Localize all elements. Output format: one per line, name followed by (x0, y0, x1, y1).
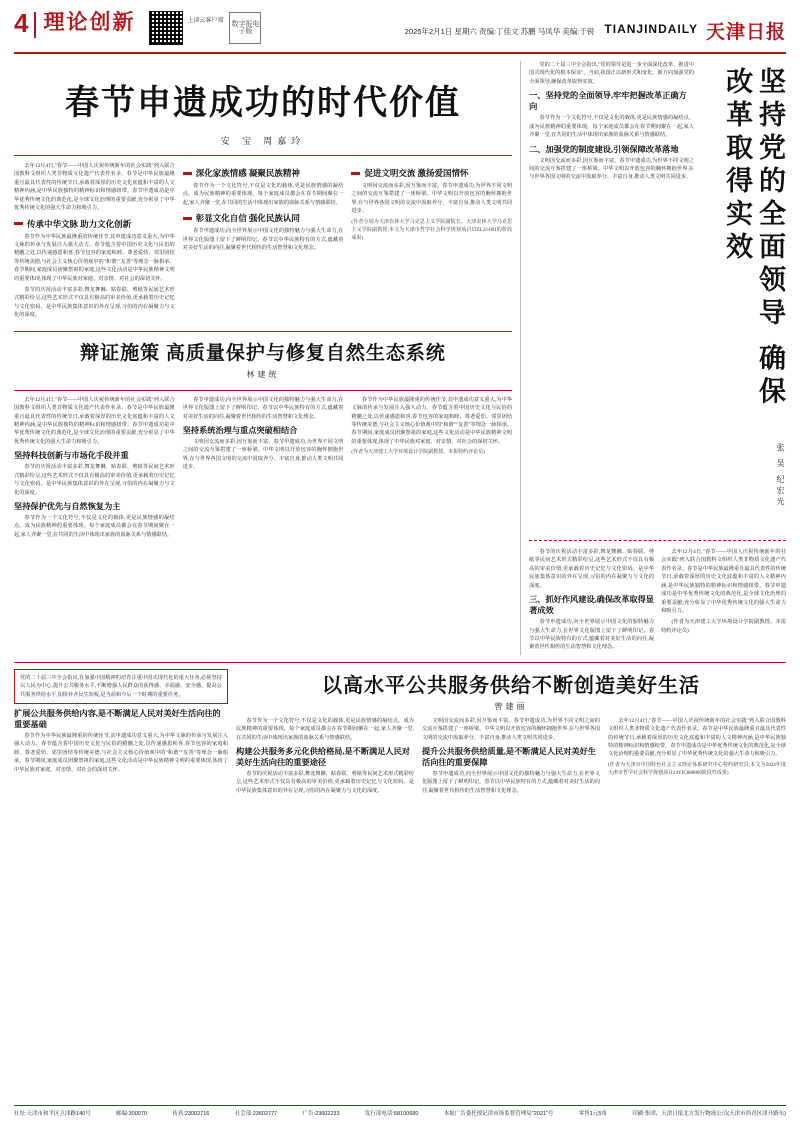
qr-code-icon[interactable] (149, 11, 183, 45)
feature-col-1 (14, 396, 175, 542)
footer-item-0: 社址:天津市和平区卫津路140号 (14, 1111, 91, 1117)
feature-title: 辩证施策 高质量保护与修复自然生态系统 (80, 342, 446, 364)
bottom-lead-text: 党的二十届三中全会指出,在加强中国精神的培育注重中国式现代化的重大任务,必须坚持以人民为中心,提升公共服务水平,不断增强人民群众的获得感、幸福感、安全感。提高公共服务供给水平,加快补齐民生短板,是当前和今后一个时期的重要任务。 (20, 674, 222, 698)
feature-subhead-2: 坚持保护优先与自然恢复为主 (14, 501, 121, 511)
col2-subhead-1-label: 深化家族情感 凝聚民族精神 (195, 168, 300, 178)
wechat-qr-icon[interactable] (229, 12, 261, 44)
col1-subhead-1 (14, 218, 175, 230)
col3-subhead-1-label: 促进文明交流 激扬爱国情怀 (364, 168, 469, 178)
footer-item-4: 广告:23602233 (302, 1111, 340, 1117)
right-subhead-3: 三、抓好作风建设,确保改革取得显著成效 (529, 595, 654, 616)
bottom-subhead-2: 构建公共服务多元化供给格局,是不断满足人民对美好生活向往的重要途径 (236, 747, 410, 768)
masthead-divider (34, 12, 36, 38)
right-p3: 春节的庆祝活动丰富多彩,舞龙舞狮、贴春联、剪纸等民间艺术形式精彩纷呈,这些艺术形式不仅具有极高的审美价值,更承载着历史记忆与文化密码。是中华民族集体意识的外在呈现,习俗的内在凝聚力与文化的深度。 (529, 549, 655, 589)
feature-note: (作者为天津建工大学环境设计学院副教授、本报特约评论员) (351, 450, 485, 456)
bottom-right-col (236, 669, 786, 799)
bottom-p3: 春节的庆祝活动丰富多彩,舞龙舞狮、贴春联、剪纸等民间艺术形式精彩纷呈,这些艺术形式不仅具有极高的审美价值,更承载着历史记忆与文化密码。是中华民族集体意识的外在呈现,习俗的内在凝聚力与文化的深度。 (236, 771, 414, 794)
bottom-col-3 (608, 717, 786, 799)
feature-columns (14, 396, 512, 542)
headline-rule (14, 155, 512, 156)
feature-col-2 (183, 396, 344, 542)
col2-subhead-1 (183, 167, 344, 179)
page-footer (14, 1105, 786, 1117)
col3-note: (作者分别为天津农林大学马克思主义学院副院长、天津农林大学马克思主义学院副教授;本文为天津市哲学社会科学规划项目TJZL23-001的阶段成果) (351, 219, 513, 241)
right-lower-col-2 (661, 548, 786, 655)
col2-subhead-2-label: 彰显文化自信 强化民族认同 (195, 213, 300, 224)
col1-p1: 春节作为中华民族最隆重的传统佳节,其申遗成功意义重大,为中华文脉的传承与发展注入强大动力。春节蕴含着中国历史文化与民俗的精髓之处,以传递感恩和喜,春节包容的家庭和睦、尊老爱幼、邻里团结等传统美德,与社会主义核心价值观中的"和谐""友善"等理念一脉相承。春节期间,家庭成员团聚祭祖的家庭,这些文化活动是中华民族精神文明的重要体现,体现了中华民族对家庭、对亲情、对社会的深切关怀。 (14, 233, 175, 282)
feature-col-3 (351, 396, 512, 542)
bottom-left-col (14, 669, 228, 799)
qr2-label: 数字报电子版 (231, 19, 260, 35)
right-subhead-2: 二、加强党的制度建设,引领保障改革落地 (529, 144, 679, 154)
right-article-byline: 张 吴 纪宏光 (776, 443, 785, 508)
col1-p2: 春节的庆祝活动丰富多彩,舞龙舞狮、贴春联、剪纸等民间艺术形式精彩纷呈,这些艺术形式不仅具有极高的审美价值,更承载着历史记忆与文化密码。是中华民族集体意识的外在呈现,习俗的内在凝聚力与文化的深度。 (14, 287, 175, 319)
bottom-p1: 春节作为中华民族最隆重的传统佳节,其申遗成功意义重大,为中华文脉的传承与发展注入强大动力。春节蕴含着中国历史文化与民俗的精髓之处,以传递感恩和喜,春节包容的家庭和睦、尊老爱幼、邻里团结等传统美德,与社会主义核心价值观中的"和谐""友善"等理念一脉相承。春节期间,家庭成员团聚祭祖的家庭,这些文化活动是中华民族精神文明的重要体现,体现了中华民族对家庭、对亲情、对社会的深切关怀。 (14, 733, 228, 773)
col1-lead: 去年12月4日,"春节——中国人庆祝传统新年的社会实践"列入联合国教科文组织人类非物质文化遗产代表作名录。春节是中华民族最隆重且最具代表性的传统节日,承载着深厚的历史文化底蕴和丰富的人文精神内涵,是中华民族独特的精神标识和情感纽带。春节申遗成功是中华优秀传统文化的典范化,是全球文化治理的重要贡献,充分彰显了中华优秀传统文化的强大生命力和吸引力。 (14, 163, 175, 212)
right-p2: 文明因交流而多彩,因互鉴而丰富。春节申遗成功,为世界不同文明之间的交流互鉴搭建了一座桥梁。中华文明以开放包容的胸怀拥抱世界,在与世界各国文明的交流中汲取养分、丰富自身,推动人类文明共同进步。 (529, 157, 694, 181)
feature-p5: 文明因交流而多彩,因互鉴而丰富。春节申遗成功,为世界不同文明之间的交流互鉴搭建了一座桥梁。中华文明以开放包容的胸怀拥抱世界,在与世界各国文明的交流中汲取养分、丰富自身,推动人类文明共同进步。 (182, 439, 344, 471)
bottom-p5: 春节申遗成功,向全世界展示中国文化的独特魅力与强大生命力,在世界文化版图上留下了鲜明印记。春节以中华民族特有的方式,蕴藏着对美好生活的向往,凝聚着世代相传的生活智慧和文化理念。 (422, 771, 600, 794)
article-byline: 安 宝 周嘉玲 (220, 136, 306, 146)
right-subhead-1: 一、坚持党的全面领导,牢牢把握改革正确方向 (529, 91, 687, 112)
page-body (14, 61, 786, 655)
footer-item-3: 社会部:23602777 (234, 1111, 278, 1117)
bottom-article (14, 662, 786, 799)
bottom-byline: 曾建丽 (494, 701, 528, 711)
footer-item-5: 发行部电话:58100680 (364, 1111, 419, 1117)
qr-caption-1: 上津云客户端 (187, 18, 224, 24)
right-lower-col-1 (529, 548, 654, 655)
bottom-col-1 (236, 717, 414, 799)
bottom-lead-box (14, 669, 228, 704)
bottom-p6: 去年12月4日,"春节——中国人庆祝传统新年的社会实践"列入联合国教科文组织人类非物质文化遗产代表作名录。春节是中华民族最隆重且最具代表性的传统节日,承载着深厚的历史文化底蕴和丰富的人文精神内涵,是中华民族独特的精神标识和情感纽带。春节申遗成功是中华优秀传统文化的典范化,是全球文化治理的重要贡献,充分彰显了中华优秀传统文化的强大生命力和吸引力。 (608, 717, 786, 758)
footer-item-8: 印刷:集团、天津日报北方发行物流公司(天津市西青区津开路东) (632, 1111, 786, 1117)
col2-subhead-2 (183, 212, 344, 224)
right-p5: 去年12月4日,"春节——中国人庆祝传统新年的社会实践"列入联合国教科文组织人类非物质文化遗产代表作名录。春节是中华民族最隆重且最具代表性的传统节日,承载着深厚的历史文化底蕴和丰富的人文精神内涵,是中华民族独特的精神标识和情感纽带。春节申遗成功是中华优秀传统文化的典范化,是全球文化治理的重要贡献,充分彰显了中华优秀传统文化的强大生命力和吸引力。 (661, 549, 787, 614)
left-column (14, 61, 512, 655)
bottom-note: (作者为天津市中国特色社会主义理论体系研究中心特约研究员;本文为2024年度天津市哲学社会科学规划项目24YJC880009阶段性成果) (608, 762, 786, 776)
col2-p1: 春节作为一个文化符号,不仅是文化的载体,更是民族情感的凝结点。成为民族精神的重要体现。每个家庭成员都会在春节期间聚在一起,家人齐聚一堂,在共同的生活中体现出家族的血脉关系与情感联结。 (182, 183, 344, 206)
col1-subhead-1-label: 传承中华文脉 助力文化创新 (27, 218, 132, 229)
paper-name-en: TIANJINDAILY (604, 22, 698, 36)
bullet-bar-icon (351, 172, 360, 175)
page-number: 4 (14, 8, 29, 38)
right-article-head (529, 61, 786, 533)
right-intro (529, 61, 694, 86)
masthead (14, 10, 786, 54)
bullet-bar-icon (183, 217, 192, 220)
footer-item-7: 零售1元5角 (578, 1111, 607, 1117)
bottom-p4: 文明因交流而多彩,因互鉴而丰富。春节申遗成功,为世界不同文明之间的交流互鉴搭建了一座桥梁。中华文明以开放包容的胸怀拥抱世界,在与世界各国文明的交流中汲取养分、丰富自身,推动人类文明共同进步。 (422, 717, 600, 741)
paper-logo: 天津日报 (705, 22, 786, 43)
bottom-columns (236, 717, 786, 799)
feature-p6: 春节作为中华民族最隆重的传统佳节,其申遗成功意义重大,为中华文脉的传承与发展注入强大动力。春节蕴含着中国历史文化与民俗的精髓之处,以传递感恩和喜,春节包容的家庭和睦、尊老爱幼、邻里团结等传统美德,与社会主义核心价值观中的"和谐""友善"等理念一脉相承。春节期间,家庭成员团聚祭祖的家庭,这些文化活动是中华民族精神文明的重要体现,体现了中华民族对家庭、对亲情、对社会的深切关怀。 (351, 396, 513, 445)
right-intro-text: 党的二十届三中全会指出,"党的领导是进一步全面深化改革、推进中国式现代化的根本保证"。当前,我国正以新形式和变化、新方向加强党的全面领导,确保改革取得实效。 (529, 62, 694, 85)
footer-item-6: 本报广告委托授记津市场监督管理局"2021"号 (443, 1111, 554, 1117)
col3-subhead-1 (351, 167, 512, 179)
article-columns (14, 162, 512, 323)
bottom-col-2 (422, 717, 600, 799)
article-col-1 (14, 162, 175, 323)
feature-p3: 春节作为一个文化符号,不仅是文化的载体,更是民族情感的凝结点。成为民族精神的重要体现。每个家庭成员都会在春节期间聚在一起,家人齐聚一堂,在共同的生活中体现出家族的血脉关系与情感联结。 (14, 514, 175, 538)
col2-p2: 春节申遗成功,向全世界展示中国文化的独特魅力与强大生命力,在世界文化版图上留下了鲜明印记。春节以中华民族特有的方式,蕴藏着对美好生活的向往,凝聚着世代相传的生活智慧和文化理念。 (182, 228, 344, 252)
feature-article (14, 331, 512, 391)
feature-subhead-3: 坚持系统治理与重点突破相结合 (182, 426, 298, 436)
right-p4: 春节申遗成功,向全世界展示中国文化的独特魅力与强大生命力,在世界文化版图上留下了鲜明印记。春节以中华民族特有的方式,蕴藏着对美好生活的向往,凝聚着世代相传的生活智慧和文化理念。 (529, 619, 655, 651)
footer-item-2: 传真:23002716 (172, 1111, 210, 1117)
bottom-subhead-3: 提升公共服务供给质量,是不断满足人民对美好生活向往的重要保障 (422, 747, 596, 768)
feature-p4: 春节申遗成功,向全世界展示中国文化的独特魅力与强大生命力,在世界文化版图上留下了鲜明印记。春节以中华民族特有的方式,蕴藏着对美好生活的向往,凝聚着世代相传的生活智慧和文化理念。 (182, 396, 344, 420)
right-divider (529, 540, 786, 541)
col3-p1: 文明因交流而多彩,因互鉴而丰富。春节申遗成功,为世界不同文明之间的交流互鉴搭建了一座桥梁。中华文明以开放包容的胸怀拥抱世界,在与世界各国文明的交流中汲取养分、丰富自身,推动人类文明共同进步。 (351, 183, 513, 215)
right-p1: 春节作为一个文化符号,不仅是文化的载体,更是民族情感的凝结点。成为民族精神的重要体现。每个家庭成员都会在春节期间聚在一起,家人齐聚一堂,在共同的生活中体现出家族的血脉关系与情感联结。 (529, 115, 694, 139)
article-headline: 春节申遗成功的时代价值 (65, 85, 462, 122)
section-title: 理论创新 (43, 11, 136, 34)
feature-byline: 林建统 (246, 369, 280, 379)
bottom-p2: 春节作为一个文化符号,不仅是文化的载体,更是民族情感的凝结点。成为民族精神的重要体现。每个家庭成员都会在春节期间聚在一起,家人齐聚一堂,在共同的生活中体现出家族的血脉关系与情感联结。 (236, 717, 414, 741)
bullet-bar-icon (183, 172, 192, 175)
issue-date-line: 2025年2月1日 星期六 责编:丁佳文 苏鹏 马凤华 美编:于锐 (404, 27, 595, 36)
footer-item-1: 邮编:300070 (116, 1111, 147, 1117)
bottom-subhead-1: 扩展公共服务供给内容,是不断满足人民对美好生活向往的重要基础 (14, 709, 221, 730)
right-column (520, 61, 786, 655)
right-article-title: 坚持党的全面领导 确保改革取得实效 (722, 67, 785, 410)
article-col-2 (183, 162, 344, 323)
bullet-bar-icon (14, 222, 23, 225)
article-col-3 (351, 162, 512, 323)
right-lower-columns (529, 548, 786, 655)
feature-p2: 春节的庆祝活动丰富多彩,舞龙舞狮、贴春联、剪纸等民间艺术形式精彩纷呈,这些艺术形式不仅具有极高的审美价值,更承载着历史记忆与文化密码。是中华民族集体意识的外在呈现,习俗的内在凝聚力与文化的深度。 (14, 464, 175, 496)
feature-p1: 去年12月4日,"春节——中国人庆祝传统新年的社会实践"列入联合国教科文组织人类非物质文化遗产代表作名录。春节是中华民族最隆重且最具代表性的传统节日,承载着深厚的历史文化底蕴和丰富的人文精神内涵,是中华民族独特的精神标识和情感纽带。春节申遗成功是中华优秀传统文化的典范化,是全球文化治理的重要贡献,充分彰显了中华优秀传统文化的强大生命力和吸引力。 (14, 396, 175, 445)
bottom-title: 以高水平公共服务供给不断创造美好生活 (322, 674, 700, 697)
feature-subhead-1: 坚持科技创新与市场化手段并重 (14, 451, 129, 461)
right-p6: (作者为天津建工大学环境设计学院副教授、本报特约评论员) (661, 619, 787, 634)
